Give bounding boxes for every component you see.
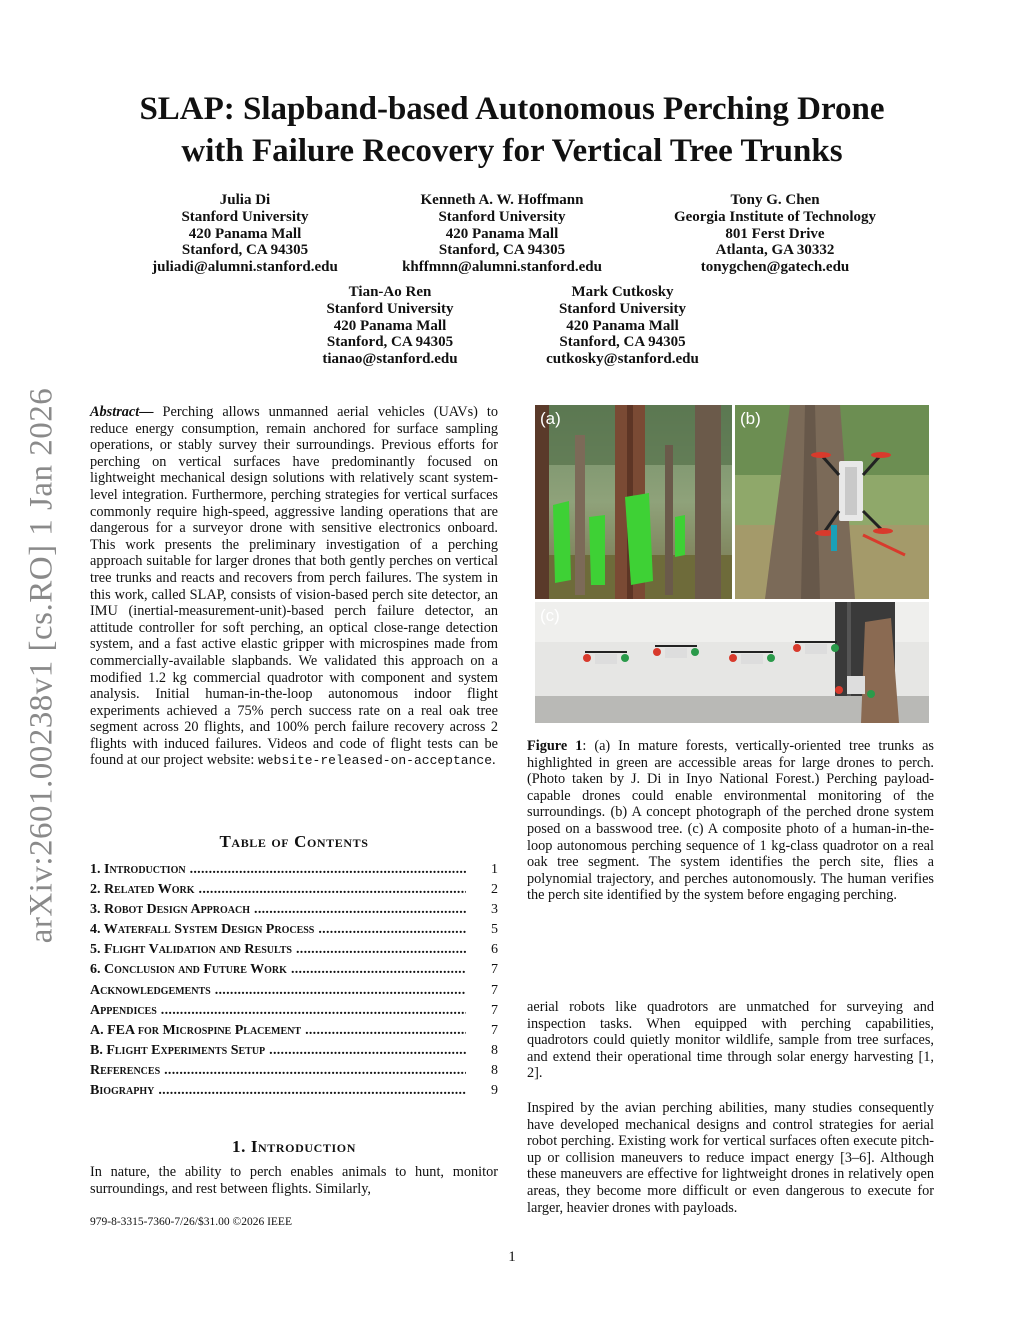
caption-text: : (a) In mature forests, vertically-oriented tree trunks as highlighted in green are accessible areas for large drones to perch. (Photo taken by J. Di in Inyo National Forest.) Perching payload-capable drones could enable environmental monitoring of the surroundings. (b) A concept photograph of the perched drone system posed on a basswood tree. (c) A composite photo of a human-in-the-loop autonomous perching sequence of 1 kg-class quadrotor on a real oak tree segment. The system identifies the perch site, flies a polynomial trajectory, and perches autonomously. The human verifies the perch site identified by the system before engaging perching. bbox=[527, 738, 934, 904]
toc-entry[interactable] bbox=[90, 902, 498, 922]
highlighted-trunk bbox=[553, 501, 571, 583]
toc-entry[interactable] bbox=[90, 983, 498, 1003]
toc-entry-page: 8 bbox=[491, 1042, 498, 1058]
perching-sequence-photo bbox=[535, 602, 929, 723]
table-of-contents bbox=[90, 862, 498, 1103]
toc-entry[interactable] bbox=[90, 1063, 498, 1083]
toc-title: Table of Contents bbox=[219, 832, 369, 851]
author-name: Tony G. Chen bbox=[730, 192, 820, 208]
toc-entry-page: 7 bbox=[491, 962, 498, 978]
toc-entry-label: Appendices bbox=[90, 1002, 157, 1018]
toc-entry-page: 1 bbox=[491, 862, 498, 877]
author-affiliation: Stanford University bbox=[438, 208, 566, 225]
perched-drone-photo bbox=[735, 405, 929, 599]
abstract-text: Perching allows unmanned aerial vehicles (UAVs) to reduce energy consumption, remain anchored for surface sampling operations, or stably survey their surroundings. Previous efforts for perching on vertical surfaces have predominantly focused on lightweight mechanical design solutions with relatively scant system-level integration. Furthermore, perching strategies for vertical surfaces commonly require high-speed, aggressive landing operations that are dangerous for a surveyor drone with sensitive electronics onboard. This work presents the preliminary investigation of a perching approach suitable for larger drones that both gently perches on vertical tree trunks and reacts and recovers from perch failures. The system in this work, called SLAP, consists of vision-based perch site detector, an IMU (inertial-measurement-unit)-based perch failure detector, an attitude controller for soft perching, an optical close-range detection system, and a fast active elastic gripper with microspines made from commercially-available slapbands. We validated this approach on a modified 1.2 kg commercial quadrotor with component and system analysis. Initial human-in-the-loop autonomous indoor flight experiments achieved a 75% perch success rate on a real oak tree segment across 20 flights, and 100% perch failure recovery across 2 flights with induced failures. Videos and code of flight tests can be found at our project website: bbox=[90, 404, 498, 769]
toc-entry-page: 5 bbox=[491, 922, 498, 938]
author-city: Stanford, CA 94305 bbox=[181, 242, 309, 259]
author-street: 801 Ferst Drive bbox=[725, 225, 825, 242]
toc-leader-dots bbox=[199, 882, 466, 898]
panel-label: (c) bbox=[540, 606, 560, 625]
abstract-label: Abstract— bbox=[90, 404, 154, 420]
toc-entry-label: 5. Flight Validation and Results bbox=[90, 942, 292, 958]
panel-label: (b) bbox=[740, 409, 761, 428]
toc-leader-dots bbox=[190, 862, 466, 878]
author-affiliation: Georgia Institute of Technology bbox=[673, 208, 877, 225]
figure-panel-a bbox=[535, 405, 732, 599]
author-email: cutkosky@stanford.edu bbox=[546, 351, 699, 368]
author-city: Stanford, CA 94305 bbox=[559, 334, 686, 351]
toc-leader-dots bbox=[269, 1043, 466, 1059]
author-block bbox=[120, 192, 370, 276]
toc-leader-dots bbox=[164, 1063, 466, 1079]
toc-entry-label: Biography bbox=[90, 1083, 155, 1099]
highlighted-trunk bbox=[589, 515, 605, 585]
copyright-notice: 979-8-3315-7360-7/26/$31.00 ©2026 IEEE bbox=[90, 1216, 292, 1228]
toc-entry[interactable] bbox=[90, 962, 498, 982]
toc-entry-label: 1. Introduction bbox=[90, 862, 186, 877]
toc-leader-dots bbox=[296, 942, 466, 958]
toc-entry[interactable] bbox=[90, 1083, 498, 1103]
author-city: Atlanta, GA 30332 bbox=[715, 242, 835, 259]
author-name: Julia Di bbox=[219, 192, 271, 208]
panel-label: (a) bbox=[540, 409, 561, 428]
abstract bbox=[90, 404, 498, 770]
toc-entry[interactable] bbox=[90, 922, 498, 942]
author-block bbox=[520, 284, 725, 368]
arxiv-id: arXiv:2601.00238v1 [cs.RO] 1 Jan 2026 bbox=[23, 387, 60, 943]
toc-entry-label: 4. Waterfall System Design Process bbox=[90, 922, 315, 938]
arxiv-stamp bbox=[22, 380, 62, 950]
toc-leader-dots bbox=[158, 1083, 466, 1099]
figure-panel-c bbox=[535, 602, 929, 723]
abstract-end: . bbox=[492, 752, 496, 769]
author-block bbox=[640, 192, 910, 276]
toc-entry-page: 7 bbox=[491, 982, 498, 998]
toc-entry-label: References bbox=[90, 1062, 161, 1078]
toc-entry[interactable] bbox=[90, 1003, 498, 1023]
toc-entry-label: Acknowledgements bbox=[90, 982, 211, 998]
author-street: 420 Panama Mall bbox=[333, 317, 447, 334]
author-email: tianao@stanford.edu bbox=[322, 351, 458, 368]
author-city: Stanford, CA 94305 bbox=[438, 242, 566, 259]
toc-entry-page: 9 bbox=[491, 1083, 498, 1099]
toc-entry-page: 3 bbox=[491, 902, 498, 918]
figure-caption bbox=[527, 738, 934, 904]
forest-photo bbox=[535, 405, 732, 599]
toc-entry-label: 3. Robot Design Approach bbox=[90, 902, 251, 918]
project-website-link[interactable]: website-released-on-acceptance bbox=[257, 753, 492, 769]
body-paragraph: aerial robots like quadrotors are unmatched for surveying and inspection tasks. When equipped with perching capabilities, quadrotors could quietly monitor wildlife, sample from tree surfaces, and extend their operational time through solar energy harvesting [1, 2]. bbox=[527, 999, 934, 1082]
author-email: juliadi@alumni.stanford.edu bbox=[152, 259, 338, 276]
section-heading: 1. Introduction bbox=[232, 1137, 356, 1156]
author-block bbox=[372, 192, 632, 276]
title-line-2: with Failure Recovery for Vertical Tree Trunks bbox=[181, 133, 843, 169]
highlighted-trunk bbox=[675, 515, 685, 557]
author-affiliation: Stanford University bbox=[326, 300, 454, 317]
toc-leader-dots bbox=[291, 962, 466, 978]
toc-entry-label: 6. Conclusion and Future Work bbox=[90, 962, 287, 978]
toc-leader-dots bbox=[215, 983, 466, 999]
author-name: Mark Cutkosky bbox=[571, 284, 674, 300]
toc-entry[interactable] bbox=[90, 882, 498, 902]
toc-entry-page: 7 bbox=[491, 1002, 498, 1018]
author-city: Stanford, CA 94305 bbox=[326, 334, 454, 351]
toc-entry[interactable] bbox=[90, 942, 498, 962]
author-street: 420 Panama Mall bbox=[188, 225, 302, 242]
author-name: Tian-Ao Ren bbox=[348, 284, 432, 300]
figure-panel-b bbox=[735, 405, 929, 599]
toc-entry-label: B. Flight Experiments Setup bbox=[90, 1042, 266, 1058]
toc-entry-page: 2 bbox=[491, 882, 498, 898]
author-email: khffmnn@alumni.stanford.edu bbox=[402, 259, 602, 276]
title-line-1: SLAP: Slapband-based Autonomous Perching Drone bbox=[139, 91, 885, 127]
figure-1 bbox=[535, 405, 929, 723]
paper-title bbox=[60, 88, 964, 172]
body-paragraph: Inspired by the avian perching abilities, many studies consequently have developed mechanical designs and control strategies for aerial robot perching. Existing work for vertical surfaces often execute pitch-up or collision maneuvers to reduce impact energy [3–6]. Although these maneuvers are effective for lightweight drones in relatively open areas, they become more difficult or even dangerous to execute for larger, heavier drones with payloads. bbox=[527, 1100, 934, 1216]
author-block bbox=[290, 284, 490, 368]
author-email: tonygchen@gatech.edu bbox=[700, 259, 850, 276]
caption-label: Figure 1 bbox=[527, 738, 583, 754]
page-number: 1 bbox=[508, 1249, 516, 1265]
intro-paragraph: In nature, the ability to perch enables animals to hunt, monitor surroundings, and rest between flights. Similarly, bbox=[90, 1164, 498, 1197]
toc-entry[interactable] bbox=[90, 862, 498, 882]
toc-leader-dots bbox=[254, 902, 466, 918]
author-street: 420 Panama Mall bbox=[445, 225, 559, 242]
toc-entry-page: 7 bbox=[491, 1022, 498, 1038]
toc-entry-label: A. FEA for Microspine Placement bbox=[90, 1022, 302, 1038]
toc-entry[interactable] bbox=[90, 1043, 498, 1063]
toc-leader-dots bbox=[161, 1003, 466, 1019]
toc-entry[interactable] bbox=[90, 1023, 498, 1043]
toc-entry-label: 2. Related Work bbox=[90, 882, 195, 898]
toc-leader-dots bbox=[305, 1023, 466, 1039]
author-affiliation: Stanford University bbox=[181, 208, 309, 225]
author-name: Kenneth A. W. Hoffmann bbox=[420, 192, 584, 208]
author-affiliation: Stanford University bbox=[558, 300, 687, 317]
toc-entry-page: 6 bbox=[491, 942, 498, 958]
toc-leader-dots bbox=[318, 922, 466, 938]
author-street: 420 Panama Mall bbox=[566, 317, 679, 334]
toc-entry-page: 8 bbox=[491, 1062, 498, 1078]
